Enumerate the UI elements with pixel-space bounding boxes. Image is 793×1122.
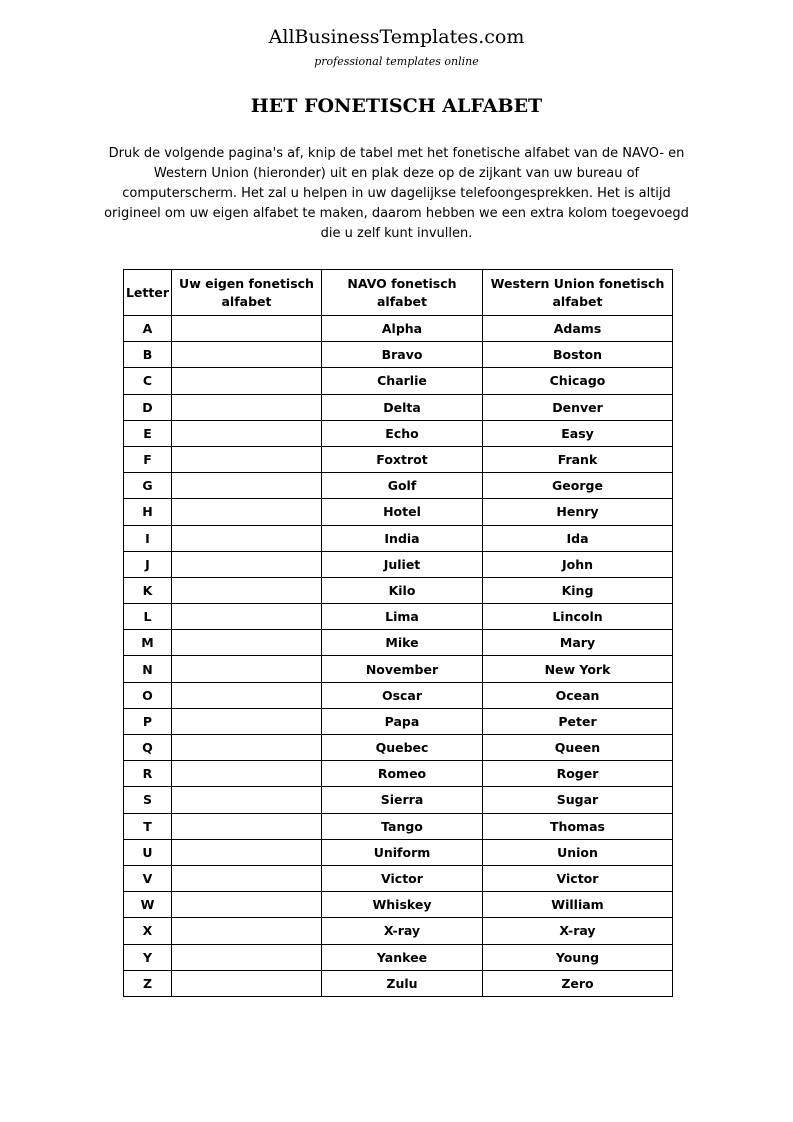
own-alphabet-cell[interactable] [172,865,322,891]
table-row [124,577,673,603]
western-union-word-cell: Zero [483,970,673,996]
own-alphabet-cell[interactable] [172,342,322,368]
letter-cell: F [124,446,172,472]
table-row [124,656,673,682]
header-own-alphabet: Uw eigen fonetisch alfabet [172,270,322,316]
brand-logo: AllBusinessTemplates.com [268,26,525,48]
own-alphabet-cell[interactable] [172,577,322,603]
western-union-word-cell: Boston [483,342,673,368]
western-union-word-cell: New York [483,656,673,682]
western-union-word-cell: Sugar [483,787,673,813]
western-union-word-cell: Thomas [483,813,673,839]
header-letter: Letter [124,270,172,316]
western-union-word-cell: Ida [483,525,673,551]
western-union-word-cell: Young [483,944,673,970]
western-union-word-cell: X-ray [483,918,673,944]
own-alphabet-cell[interactable] [172,682,322,708]
intro-paragraph: Druk de volgende pagina's af, knip de tabel met het fonetische alfabet van de NAVO- en Western Union (hieronder) uit en plak deze op de zijkant van uw bureau of computerscherm. Het zal u helpen in uw dagelijkse telefoongesprekken. Het is altijd origineel om uw eigen alfabet te maken, daarom hebben we een extra kolom toegevoegd die u zelf kunt invullen. [104,146,689,241]
letter-cell: N [124,656,172,682]
letter-cell: X [124,918,172,944]
letter-cell: J [124,551,172,577]
navo-word-cell: Foxtrot [322,446,483,472]
letter-cell: L [124,604,172,630]
western-union-word-cell: Peter [483,708,673,734]
letter-cell: I [124,525,172,551]
navo-word-cell: Bravo [322,342,483,368]
letter-cell: Q [124,735,172,761]
letter-cell: T [124,813,172,839]
own-alphabet-cell[interactable] [172,394,322,420]
navo-word-cell: Victor [322,865,483,891]
western-union-word-cell: Union [483,839,673,865]
own-alphabet-cell[interactable] [172,708,322,734]
table-row [124,446,673,472]
letter-cell: A [124,316,172,342]
navo-word-cell: Zulu [322,970,483,996]
letter-cell: O [124,682,172,708]
navo-word-cell: Whiskey [322,892,483,918]
own-alphabet-cell[interactable] [172,499,322,525]
header-western-union-alphabet: Western Union fonetisch alfabet [483,270,673,316]
table-row [124,420,673,446]
own-alphabet-cell[interactable] [172,551,322,577]
letter-cell: K [124,577,172,603]
navo-word-cell: Tango [322,813,483,839]
navo-word-cell: Papa [322,708,483,734]
letter-cell: H [124,499,172,525]
table-row [124,970,673,996]
table-header-row [124,270,673,316]
table-row [124,892,673,918]
navo-word-cell: Juliet [322,551,483,577]
western-union-word-cell: Denver [483,394,673,420]
brand-tagline: professional templates online [314,55,479,68]
navo-word-cell: Kilo [322,577,483,603]
letter-cell: D [124,394,172,420]
table-row [124,394,673,420]
navo-word-cell: Quebec [322,735,483,761]
table-row [124,525,673,551]
western-union-word-cell: Mary [483,630,673,656]
own-alphabet-cell[interactable] [172,735,322,761]
western-union-word-cell: George [483,473,673,499]
own-alphabet-cell[interactable] [172,839,322,865]
navo-word-cell: November [322,656,483,682]
table-row [124,342,673,368]
table-row [124,839,673,865]
letter-cell: Y [124,944,172,970]
western-union-word-cell: Queen [483,735,673,761]
table-row [124,944,673,970]
own-alphabet-cell[interactable] [172,630,322,656]
navo-word-cell: Lima [322,604,483,630]
western-union-word-cell: Lincoln [483,604,673,630]
navo-word-cell: India [322,525,483,551]
own-alphabet-cell[interactable] [172,970,322,996]
own-alphabet-cell[interactable] [172,787,322,813]
navo-word-cell: Uniform [322,839,483,865]
table-row [124,630,673,656]
own-alphabet-cell[interactable] [172,446,322,472]
table-row [124,473,673,499]
own-alphabet-cell[interactable] [172,761,322,787]
table-row [124,551,673,577]
navo-word-cell: Sierra [322,787,483,813]
western-union-word-cell: Roger [483,761,673,787]
own-alphabet-cell[interactable] [172,316,322,342]
western-union-word-cell: Victor [483,865,673,891]
navo-word-cell: Echo [322,420,483,446]
letter-cell: B [124,342,172,368]
own-alphabet-cell[interactable] [172,892,322,918]
own-alphabet-cell[interactable] [172,656,322,682]
letter-cell: G [124,473,172,499]
own-alphabet-cell[interactable] [172,813,322,839]
own-alphabet-cell[interactable] [172,368,322,394]
letter-cell: P [124,708,172,734]
western-union-word-cell: William [483,892,673,918]
table-row [124,604,673,630]
navo-word-cell: Yankee [322,944,483,970]
table-body [124,316,673,997]
letter-cell: V [124,865,172,891]
table-row [124,368,673,394]
navo-word-cell: Hotel [322,499,483,525]
own-alphabet-cell[interactable] [172,604,322,630]
table-row [124,316,673,342]
navo-word-cell: X-ray [322,918,483,944]
table-row [124,865,673,891]
western-union-word-cell: Chicago [483,368,673,394]
letter-cell: M [124,630,172,656]
table-row [124,918,673,944]
table-row [124,787,673,813]
western-union-word-cell: Henry [483,499,673,525]
navo-word-cell: Mike [322,630,483,656]
western-union-word-cell: Frank [483,446,673,472]
letter-cell: R [124,761,172,787]
navo-word-cell: Alpha [322,316,483,342]
table-row [124,813,673,839]
navo-word-cell: Charlie [322,368,483,394]
own-alphabet-cell[interactable] [172,944,322,970]
table-row [124,682,673,708]
western-union-word-cell: Ocean [483,682,673,708]
letter-cell: W [124,892,172,918]
own-alphabet-cell[interactable] [172,918,322,944]
own-alphabet-cell[interactable] [172,473,322,499]
letter-cell: S [124,787,172,813]
navo-word-cell: Romeo [322,761,483,787]
western-union-word-cell: King [483,577,673,603]
western-union-word-cell: Easy [483,420,673,446]
western-union-word-cell: Adams [483,316,673,342]
table-row [124,708,673,734]
phonetic-alphabet-table [123,269,673,997]
letter-cell: U [124,839,172,865]
table-row [124,499,673,525]
page-title: HET FONETISCH ALFABET [250,95,543,117]
own-alphabet-cell[interactable] [172,525,322,551]
letter-cell: E [124,420,172,446]
navo-word-cell: Delta [322,394,483,420]
table-row [124,735,673,761]
table-row [124,761,673,787]
letter-cell: C [124,368,172,394]
navo-word-cell: Oscar [322,682,483,708]
western-union-word-cell: John [483,551,673,577]
navo-word-cell: Golf [322,473,483,499]
letter-cell: Z [124,970,172,996]
own-alphabet-cell[interactable] [172,420,322,446]
header-navo-alphabet: NAVO fonetisch alfabet [322,270,483,316]
